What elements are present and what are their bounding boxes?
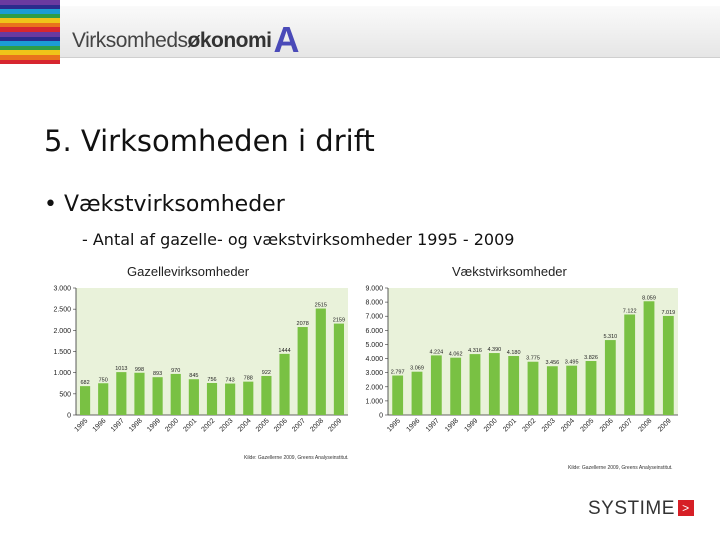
bar-value-label: 1444: [278, 347, 291, 354]
y-tick-label: 7.000: [365, 313, 383, 321]
x-tick-label: 1996: [91, 417, 108, 434]
bar: [98, 383, 108, 415]
bar-value-label: 3.456: [545, 360, 560, 367]
x-tick-label: 2007: [618, 417, 635, 434]
logo-bold: økonomi: [187, 29, 272, 52]
x-tick-label: 1999: [463, 417, 480, 434]
bar-value-label: 4.390: [487, 347, 502, 354]
y-tick-label: 5.000: [365, 341, 383, 349]
x-tick-label: 2009: [327, 417, 344, 434]
bar-value-label: 4.180: [506, 350, 521, 357]
bar-value-label: 1013: [115, 366, 128, 373]
x-tick-label: 2002: [200, 417, 217, 434]
bar-value-label: 3.826: [584, 355, 598, 362]
x-tick-label: 1998: [127, 417, 144, 434]
bar: [80, 386, 90, 415]
bar-value-label: 4.316: [468, 348, 482, 355]
bar: [171, 374, 181, 415]
slide-subtitle: - Antal af gazelle- og vækstvirksomheder 1995 - 2009: [82, 230, 515, 249]
bar-value-label: 788: [243, 375, 253, 382]
bar-value-label: 750: [98, 377, 108, 384]
logo-letter: A: [273, 19, 299, 60]
bar-value-label: 970: [171, 367, 181, 374]
x-tick-label: 2000: [164, 417, 181, 434]
chart-source-gazelle: Kilde: Gazellerne 2009, Greens Analyseinstitut.: [244, 455, 349, 461]
x-tick-label: 2008: [309, 417, 326, 434]
x-tick-label: 2001: [182, 417, 199, 434]
x-tick-label: 1997: [424, 417, 441, 434]
bar-value-label: 998: [134, 366, 145, 373]
x-tick-label: 1995: [73, 417, 90, 434]
x-tick-label: 2000: [482, 417, 499, 434]
x-tick-label: 2002: [521, 417, 538, 434]
bar: [624, 315, 635, 415]
bar: [528, 362, 539, 415]
bar: [547, 366, 558, 415]
y-tick-label: 1.000: [365, 398, 383, 406]
y-tick-label: 500: [59, 391, 71, 399]
bar: [316, 309, 326, 415]
logo-light: Virksomheds: [72, 29, 188, 52]
x-tick-label: 2005: [579, 417, 596, 434]
bar-value-label: 3.775: [526, 355, 540, 362]
bar-value-label: 893: [153, 371, 163, 378]
chart-title-gazelle: Gazellevirksomheder: [127, 264, 250, 279]
chart-title-vaekst: Vækstvirksomheder: [452, 264, 567, 279]
y-tick-label: 2.500: [53, 306, 71, 314]
y-tick-label: 2.000: [365, 384, 383, 392]
bar-value-label: 7.019: [661, 309, 676, 316]
vaekst-chart: [358, 280, 688, 450]
bar-value-label: 2159: [332, 317, 346, 324]
bar-value-label: 845: [189, 373, 199, 380]
x-tick-label: 2005: [254, 417, 271, 434]
header: [0, 0, 720, 64]
y-tick-label: 1.000: [53, 370, 71, 378]
x-tick-label: 1999: [146, 417, 163, 434]
bar: [412, 372, 423, 415]
y-tick-label: 1.500: [53, 349, 71, 356]
bar: [450, 358, 461, 415]
y-tick-label: 6.000: [365, 327, 383, 335]
x-tick-label: 1995: [386, 417, 403, 434]
bar: [279, 354, 289, 415]
x-tick-label: 1997: [109, 417, 126, 434]
bar-value-label: 2515: [314, 302, 327, 309]
x-tick-label: 2004: [560, 417, 577, 434]
x-tick-label: 2007: [291, 417, 308, 434]
slide-bullet: • Vækstvirksomheder: [44, 192, 285, 217]
bar: [225, 384, 235, 415]
bar-value-label: 922: [261, 369, 271, 376]
color-stripe: [0, 60, 60, 65]
bar: [644, 301, 655, 415]
bar: [134, 373, 144, 415]
y-tick-label: 0: [67, 412, 71, 420]
y-tick-label: 9.000: [365, 285, 383, 293]
systime-text: SYSTIME: [588, 498, 675, 519]
bar-value-label: 7.122: [622, 308, 637, 315]
x-tick-label: 2001: [502, 417, 519, 434]
y-tick-label: 4.000: [365, 356, 383, 364]
bar-value-label: 743: [225, 377, 235, 384]
y-tick-label: 2.000: [53, 327, 71, 335]
bar: [605, 340, 616, 415]
bar: [489, 353, 500, 415]
slide-title: 5. Virksomheden i drift: [44, 124, 375, 158]
x-tick-label: 2009: [656, 417, 673, 434]
bar: [207, 383, 217, 415]
bar: [189, 379, 199, 415]
x-tick-label: 2006: [272, 417, 289, 434]
bar-value-label: 3.069: [410, 365, 424, 372]
bar-value-label: 8.059: [642, 295, 656, 302]
x-tick-label: 2003: [218, 417, 235, 434]
x-tick-label: 2003: [540, 417, 557, 434]
bar: [298, 327, 308, 415]
bar-value-label: 2078: [296, 321, 309, 328]
y-tick-label: 3.000: [365, 370, 383, 378]
bar: [508, 356, 519, 415]
bar-value-label: 2.797: [390, 369, 405, 376]
bar: [392, 376, 403, 415]
bar: [243, 382, 253, 415]
color-stripes: [0, 0, 60, 64]
bar: [431, 355, 442, 415]
bar-value-label: 682: [80, 380, 90, 387]
x-tick-label: 2006: [598, 417, 615, 434]
x-tick-label: 2008: [637, 417, 654, 434]
bar-value-label: 4.224: [429, 349, 444, 356]
x-tick-label: 1996: [405, 417, 422, 434]
bar-value-label: 5.310: [603, 334, 618, 341]
y-tick-label: 0: [379, 412, 383, 420]
bar: [470, 354, 481, 415]
x-tick-label: 1998: [444, 417, 461, 434]
systime-logo: [588, 498, 694, 520]
y-tick-label: 3.000: [53, 285, 71, 293]
arrow-icon: >: [678, 500, 694, 516]
bar: [261, 376, 271, 415]
bar: [116, 372, 126, 415]
publication-logo: [72, 14, 299, 60]
bar: [334, 324, 344, 415]
bar: [586, 361, 597, 415]
chart-source-vaekst: Kilde: Gazellerne 2009, Greens Analyseinstitut.: [568, 465, 673, 471]
y-tick-label: 8.000: [365, 299, 383, 307]
bar-value-label: 756: [207, 376, 217, 383]
bar: [153, 377, 163, 415]
bar: [663, 316, 674, 415]
gazelle-chart: [40, 280, 360, 450]
bar: [566, 366, 577, 415]
bar-value-label: 4.062: [448, 351, 463, 358]
bar-value-label: 3.495: [564, 359, 579, 366]
x-tick-label: 2004: [236, 417, 253, 434]
